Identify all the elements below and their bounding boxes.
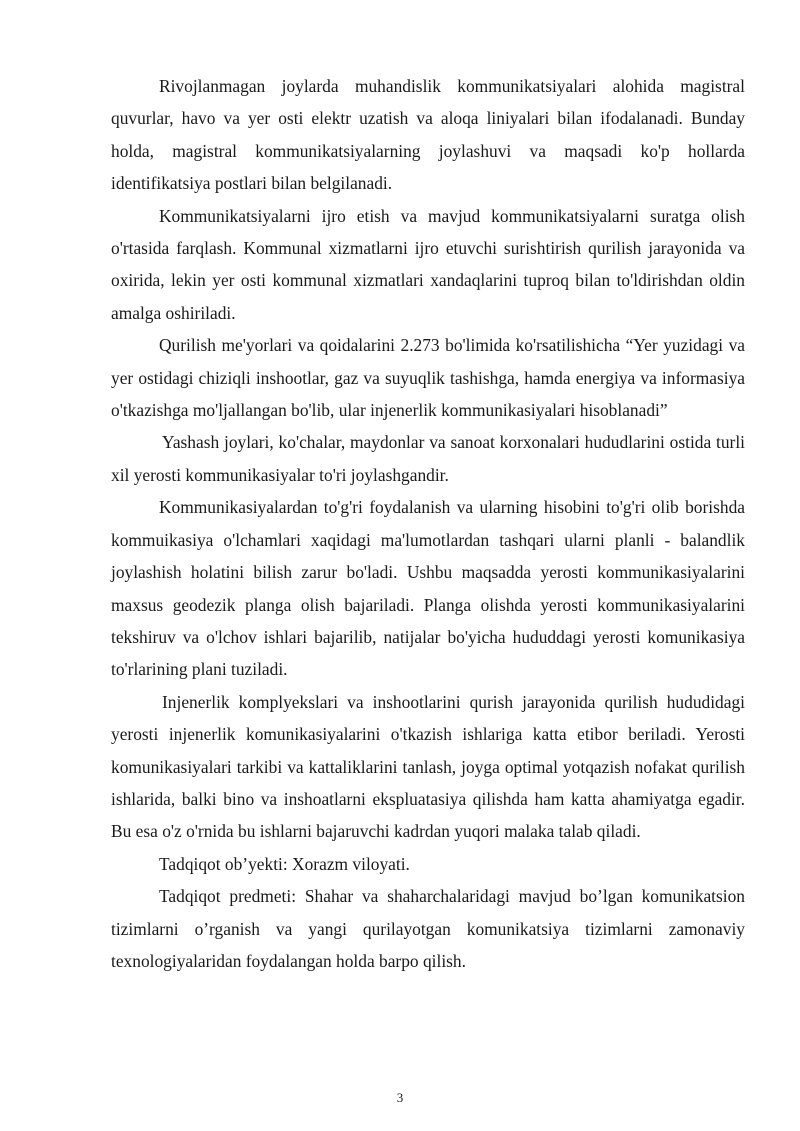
paragraph-research-subject: Tadqiqot predmeti: Shahar va shaharchalaridagi mavjud bo’lgan komunikatsion tizimlarni o’rganish va yangi qurilayotgan komunikatsiya tizimlarni zamonaviy texnologiyalaridan foydalangan holda barpo qilish. xyxy=(111,886,745,971)
paragraph-geodetic-survey: Kommunikasiyalardan to'g'ri foydalanish va ularning hisobini to'g'ri olib borishda kommuikasiya o'lchamlari xaqidagi ma'lumotlardan tashqari ularni planli - balandlik joylashish holatini bilish zarur bo'ladi. Ushbu maqsadda yerosti kommunikasiyalarini maxsus geodezik planga olish bajariladi. Planga olishda yerosti kommunikasiyalarini tekshiruv va o'lchov ishlari bajarilib, natijalar bo'yicha hududdagi yerosti komunikasiya to'rlarining plani tuziladi. xyxy=(111,497,745,680)
paragraph-engineering-complexes: Injenerlik komplyekslari va inshootlarini qurish jarayonida qurilish hududidagi yerosti injenerlik komunikasiyalarini o'tkazish ishlariga katta etibor beriladi. Yerosti komunikasiyalari tarkibi va kattaliklarini tanlash, joyga optimal yotqazish nofakat qurilish ishlarida, balki bino va inshoatlarni ekspluatasiya qilishda ham katta ahamiyatga egadir. Bu esa o'z o'rnida bu ishlarni bajaruvchi kadrdan yuqori malaka talab qiladi. xyxy=(111,691,745,842)
paragraph-research-object: Tadqiqot ob’yekti: Xorazm viloyati. xyxy=(159,853,410,874)
paragraph-building-norms-quote: Qurilish me'yorlari va qoidalarini 2.273 bo'limida ko'rsatilishicha “Yer yuzidagi va yer ostidagi chiziqli inshootlar, gaz va suyuqlik tashishga, hamda energiya va informasiya o'tkazishga mo'ljallangan bo'lib, ular injenerlik kommunikasiyalari hisoblanadi” xyxy=(111,335,745,421)
paragraph-as-built-survey: Kommunikatsiyalarni ijro etish va mavjud kommunikatsiyalarni suratga olish o'rtasida farqlash. Kommunal xizmatlarni ijro etuvchi surishtirish qurilish jarayonida va oxirida, lekin yer osti kommunal xizmatlari xandaqlarini tuproq bilan to'ldirishdan oldin amalga oshiriladi. xyxy=(111,205,745,323)
document-page xyxy=(111,70,745,977)
paragraph-rural-communications: Rivojlanmagan joylarda muhandislik kommunikatsiyalari alohida magistral quvurlar, havo va yer osti elektr uzatish va aloqa liniyalari bilan ifodalanadi. Bunday holda, magistral kommunikatsiyalarning joylashuvi va maqsadi ko'p hollarda identifikatsiya postlari bilan belgilanadi. xyxy=(111,76,745,194)
paragraph-underground-networks: Yashash joylari, ko'chalar, maydonlar va sanoat korxonalari hududlarini ostida turli xil yerosti kommunikasiyalar to'ri joylashgandir. xyxy=(111,432,745,485)
page-number: 3 xyxy=(396,1090,404,1105)
